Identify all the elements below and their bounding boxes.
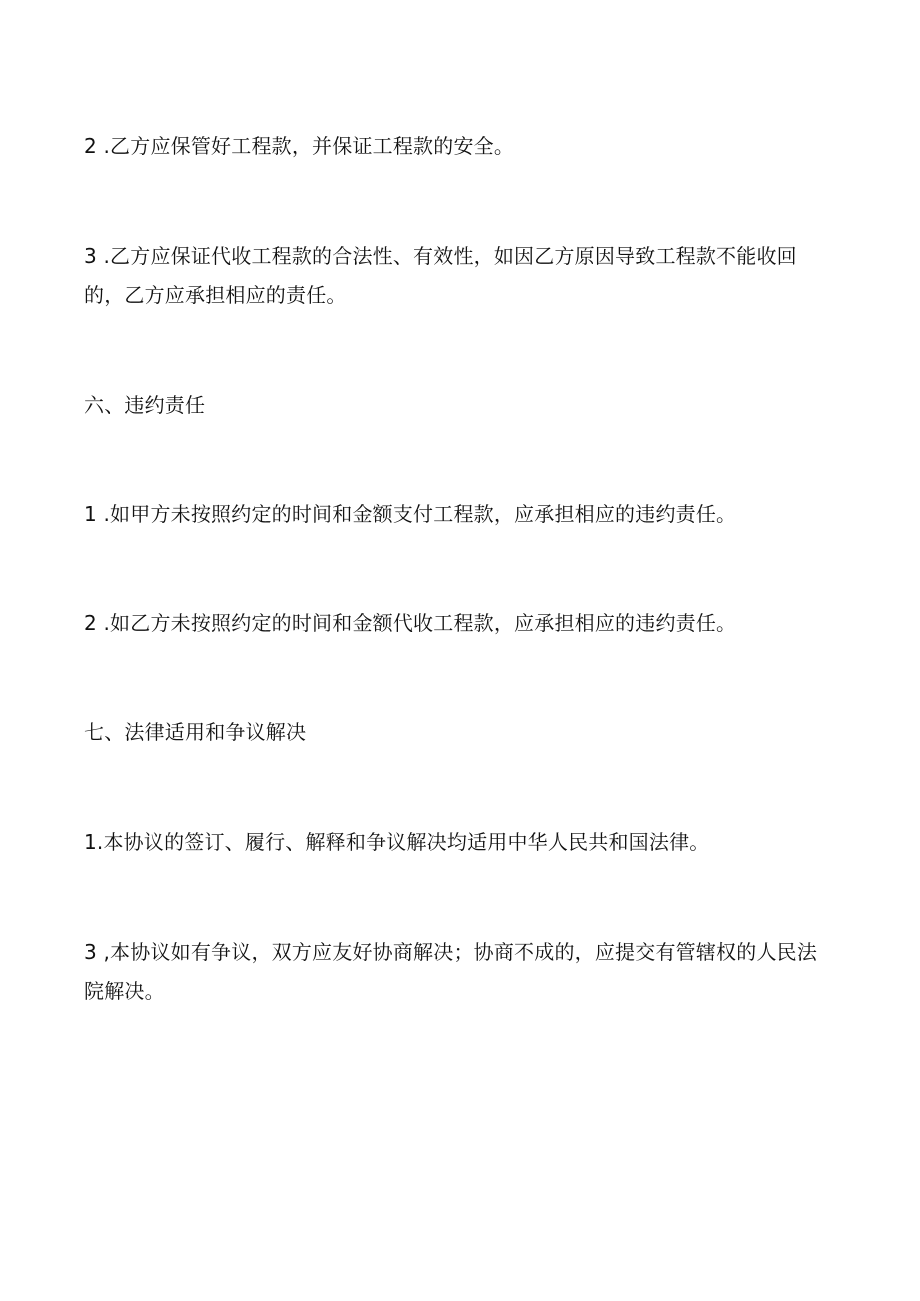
section-heading-7: 七、法律适用和争议解决: [84, 720, 307, 744]
clause-6-2-line-1: 2 .如乙方未按照约定的时间和金额代收工程款，应承担相应的违约责任。: [84, 611, 737, 635]
clause-5-3-line-2: 的，乙方应承担相应的责任。: [84, 283, 347, 307]
clause-7-1-line-1: 1.本协议的签订、履行、解释和争议解决均适用中华人民共和国法律。: [84, 830, 710, 854]
clause-7-3-line-1: 3 ,本协议如有争议，双方应友好协商解决；协商不成的，应提交有管辖权的人民法: [84, 940, 818, 964]
section-heading-6: 六、违约责任: [84, 393, 206, 417]
clause-7-3-line-2: 院解决。: [84, 979, 165, 1003]
clause-5-3-line-1: 3 .乙方应保证代收工程款的合法性、有效性，如因乙方原因导致工程款不能收回: [84, 244, 797, 268]
clause-6-1-line-1: 1 .如甲方未按照约定的时间和金额支付工程款，应承担相应的违约责任。: [84, 502, 737, 526]
clause-5-2-line-1: 2 .乙方应保管好工程款，并保证工程款的安全。: [84, 134, 515, 158]
